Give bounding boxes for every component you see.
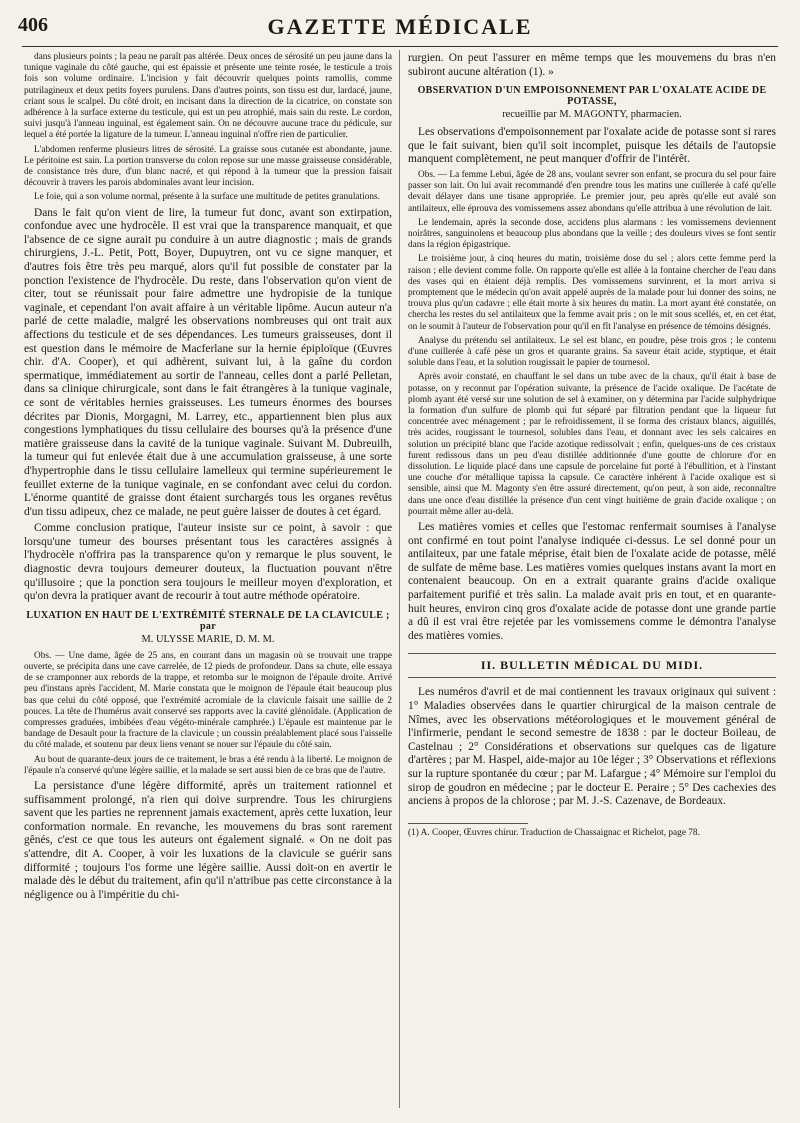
salt-analysis-paragraph: Analyse du prétendu sel antilaiteux. Le sel est blanc, en poudre, pèse trois gros ; le contenu d'une cuillerée à café pèse un gros et quarante grains. Sa saveur était acide, styptique, et était soluble dans l'eau, et la solution rougissait le papier de tournesol. xyxy=(408,335,776,369)
header-rule xyxy=(22,46,778,47)
right-column xyxy=(408,52,776,842)
liver-paragraph: Le foie, qui a son volume normal, présente à la surface une multitude de petites granulations. xyxy=(34,192,380,203)
masthead-title: GAZETTE MÉDICALE xyxy=(267,14,533,39)
poisoning-heading: OBSERVATION D'UN EMPOISONNEMENT PAR L'OXALATE ACIDE DE POTASSE, xyxy=(417,85,767,108)
luxation-author: M. ULYSSE MARIE, D. M. M. xyxy=(141,633,275,645)
column-divider xyxy=(399,50,400,1108)
luxation-commentary: La persistance d'une légère difformité, après un traitement rationnel et suffisamment prolongé, n'a rien qui doive surprendre. Tous les chirurgiens savent que les parties ne reprennent jamais exactement, après cette luxation, leur conformation normale. En revanche, les mouvemens du bras sont rarement gênés, c'est ce que tous les auteurs ont également signalé. « On ne doit pas s'attendre, dit A. Cooper, à voir les luxations de la clavicule se guérir sans difformité ; toujours l'os forme une légère saillie. Aussi doit-on en avertir le malade dès le début du traitement, afin qu'il n'attribue pas cette circonstance à la négligence ou à l'impéritie du chi- xyxy=(24,780,392,901)
luxation-observation: Obs. — Une dame, âgée de 25 ans, en courant dans un magasin où se trouvait une trappe ouverte, se précipita dans une cave carrelée, de 12 pieds de profondeur. Dans sa chute, elle essaya de se cramponner aux rebords de la trappe, et retomba sur le moignon de l'épaule droite. Arrivé peu d'instans après l'accident, M. Marie constata que le moignon de l'épaule était beaucoup plus bas que celui du côté opposé, que l'extrémité acromiale de la clavicule faisait une saillie de 2 pouces. La tête de l'humérus avait conservé ses rapports avec la cavité glénoïdale. (Application de compresses graduées, imbibées d'eau végéto-minérale camphrée.) L'épaule est maintenue par le bandage de Desault pour la fracture de la clavicule ; un coussin préalablement placé sous l'aisselle du côté malade, et soutenu par deux liens venant se nouer sur l'épaule du côté sain. xyxy=(24,650,392,751)
luxation-outcome: Au bout de quarante-deux jours de ce traitement, le bras a été rendu à la liberté. Le moignon de l'épaule n'a conservé qu'une légère saillie, et la malade se sert aussi bien de ce bras que de l'autre. xyxy=(24,754,392,776)
bulletin-section-title: II. BULLETIN MÉDICAL DU MIDI. xyxy=(408,653,776,678)
bulletin-paragraph: Les numéros d'avril et de mai contiennent les travaux originaux qui suivent : 1° Maladies observées dans le quartier chirurgical de la maison centrale de Nîmes, avec les observations météorologiques et le mouvement général de l'infirmerie, pendant le second semestre de 1838 : par le docteur Boileau, de Castelnau ; 2° Considérations et observations sur quelques cas de ligature d'artères ; par M. Haspel, aide-major au 10e léger ; 3° Observations et réflexions sur la rupture spontanée du cœur ; par M. Lafargue ; 4° Mémoire sur l'emploi du sirop de goudron en médecine ; par le docteur E. Peraire ; 5° Des cachexies des anciens à propos de la chlorose ; par M. J.-S. Cazenave, de Bordeaux. xyxy=(408,686,776,808)
page-number: 406 xyxy=(18,14,48,36)
conclusion-paragraph: Comme conclusion pratique, l'auteur insiste sur ce point, à savoir : que lorsqu'une tumeur des bourses présentant tous les caractères assignés à l'hydrocèle n'offrira pas la transparence qu'on y remarque le plus souvent, le diagnostic devra toujours demeurer douteux, la fluctuation pouvant n'être qu'illusoire ; que la ponction sera toujours le meilleur moyen d'exploration, et qu'on devra la pratiquer avant de recourir à tout autre méthode opératoire. xyxy=(24,522,392,603)
poisoning-author: recueillie par M. MAGONTY, pharmacien. xyxy=(502,109,682,121)
luxation-heading: LUXATION EN HAUT DE L'EXTRÉMITÉ STERNALE DE LA CLAVICULE ; par xyxy=(26,609,390,632)
third-day-paragraph: Le troisième jour, à cinq heures du matin, troisième dose du sel ; alors cette femme perd la raison ; elle devient comme folle. On rapporte qu'elle est allée à la fontaine chercher de l'eau dans des vases qui en étaient déjà remplis. Des vomissemens survinrent, et la mort arriva si promptement que le médecin qu'on avait appelé auprès de la malade pour lui donner des soins, ne trouva plus qu'un cadavre ; elle était morte à six heures du matin. La mort ayant été constatée, on chercha les restes du sel antilaiteux que la femme avait pris ; on le mit sous scellés, et, en cet état, on le soumit à l'auteur de l'observation pour qu'il en fît l'analyse en présence de témoins désignés. xyxy=(408,254,776,332)
left-column xyxy=(24,52,392,905)
poisoning-observation: Obs. — La femme Lebui, âgée de 28 ans, voulant sevrer son enfant, se procura du sel pour faire passer son lait. On lui avait recommandé d'en prendre tous les matins une cuillerée à café qu'elle devait délayer dans une tisane appropriée. Le premier jour, peu après qu'elle eut avalé son antilaiteux, elle éprouva des vomissemens assez abondans qu'elle attribua à une révolution de lait. xyxy=(408,169,776,214)
poisoning-intro: Les observations d'empoisonnement par l'oxalate acide de potasse sont si rares que le fait suivant, bien qu'il soit incomplet, puisque les détails de l'autopsie manquent complètement, ne peut manquer d'offrir de l'intérêt. xyxy=(408,126,776,166)
second-day-paragraph: Le lendemain, après la seconde dose, accidens plus alarmans : les vomissemens deviennent noirâtres, sanguinolens et beaucoup plus abondans que la veille ; des douleurs vives se font sentir dans la région épigastrique. xyxy=(408,217,776,251)
discussion-paragraph: Dans le fait qu'on vient de lire, la tumeur fut donc, avant son extirpation, confondue avec une hydrocèle. Il est vrai que la transparence manquait, et que l'absence de ce signe aurait pu conduire à un autre diagnostic ; mais de grands chirurgiens, J.-L. Petit, Pott, Boyer, Dupuytren, ont vu ce signe manquer, et d'autres fois être très peu marqué, alors qu'il fut possible de constater par la ponction l'existence de l'hydrocèle. Du reste, dans l'observation qu'on vient de citer, tout se réunissait pour faire admettre une hydropisie de la tunique vaginale, et cependant l'on avait affaire à un véritable lipôme. Aucun auteur n'a parlé de cette maladie, malgré les observations nombreuses qui ont trait aux affections du testicule et de ses dépendances. Les tumeurs graisseuses, dont il est question dans le mémoire de Macferlane sur la hernie épiploïque (Œuvres chir. d'A. Cooper), et qui adhèrent, suivant lui, à la gaîne du cordon spermatique, immédiatement au sortir de l'anneau, celles dont a parlé Pelletan, dans sa clinique chirurgicale, sont dans le fait étrangères à la tunique vaginale, ce sont de véritables hernies graisseuses. Les tumeurs énormes des bourses décrites par Dionis, Morgagni, M. Larrey, etc., appartiennent bien plus aux congestions lymphatiques du tissu cellulaire des bourses qu'à la présence d'une matière graisseuse dans la cavité de la tunique vaginale. Suivant M. Dubreuilh, la tumeur qui fut enlevée était due à une accumulation graisseuse, à une sorte d'hypertrophie dans le tissu cellulaire lamelleux qui termine supérieurement le feuillet externe de la tunique vaginale, en se confondant avec celui du cordon. L'énorme quantité de graisse dont étaient surchargés tous les organes revêtus d'un tissu adipeux, chez ce malade, ne peut guère laisser de doutes à cet égard. xyxy=(24,206,392,518)
abdomen-paragraph: L'abdomen renferme plusieurs litres de sérosité. La graisse sous cutanée est abondante, jaune. Le péritoine est sain. La portion transverse du colon repose sur une masse graisseuse considérable, de consistance très dure, d'un blanc nacré, et qui répond à la tumeur que la pression faisait découvrir à travers les parois abdominales avant leur incision. xyxy=(24,144,392,189)
footnote: (1) A. Cooper, Œuvres chirur. Traduction de Chassaignac et Richelot, page 78. xyxy=(408,827,700,838)
vomit-analysis-paragraph: Les matières vomies et celles que l'estomac renfermait soumises à l'analyse ont confirmé en tout point l'analyse indiquée ci-dessus. Le sel donné pour un antilaiteux, par une fatale méprise, était bien de l'oxalate acide de potasse, mêlé de sulfate de même base. Les matières vomies quelques instans avant la mort en contenaient beaucoup. On en a extrait quarante grains d'acide oxalique parfaitement purifié et très salin. La malade avait pris en tout, et en quarante-huit heures, environ cinq gros d'oxalate acide de potasse dont une grande partie a dû il est vrai être rejetée par les vomissemens comme le démontra l'analyse des matières vomies. xyxy=(408,521,776,642)
chemical-test-paragraph: Après avoir constaté, en chauffant le sel dans un tube avec de la chaux, qu'il était à base de potasse, on y reconnut par l'opération suivante, la présence de l'acide oxalique. De l'acétate de plomb ayant été versé sur une solution de sel à examiner, on y détermina par l'acide sulphydrique la formation d'un sulfure de plomb qui fut séparé par filtration pendant que la liqueur fut concentrée avec ménagement ; par le refroidissement, il se forma des cristaux blancs, aiguillés, très acides, rougissant le tournesol, solubles dans l'eau, et donnant avec les sels calcaires en solution un précipité blanc que l'acide azotique redissolvait ; enfin, quelques-uns de ces cristaux furent redissous dans un peu d'eau distillée additionnée d'une goutte de chlorure d'or en dissolution. Le liquide placé dans une capsule de porcelaine fut porté à l'ébullition, et à l'instant une couche d'or métallique tapissa la capsule. Ce caractère inhérent à l'acide oxalique est si sensible, ainsi que M. Magonty s'en être assuré directement, qu'on peut, à son aide, reconnaître dans une once d'eau distillée la présence d'un cent vingt huitième de grain d'acide oxalique ; on pourrait même aller au-delà. xyxy=(408,372,776,517)
footnote-rule xyxy=(408,823,528,824)
continuation-paragraph: rurgien. On peut l'assurer en même temps que les mouvemens du bras n'en subiront aucune altération (1). » xyxy=(408,52,776,78)
autopsy-paragraph: dans plusieurs points ; la peau ne paraît pas altérée. Deux onces de sérosité un peu jaune dans la tunique vaginale du côté gauche, qui est épaissie et présente une teinte rosée, le testicule a trois fois son volume ordinaire. L'incision y fait découvrir quelques points ramollis, comme putrilagineux et deux petits foyers purulens. Dans d'autres points, son tissu est dur, lardacé, jaune, criant sous le scalpel. Du côté droit, en incisant dans la direction de la cicatrice, on constate son adhérence à la surface externe du testicule, qui est un peu atrophié, mais sain du reste. Le cordon, suivi jusqu'à l'anneau inguinal, est également sain. On ne découvre aucune trace du pédicule, sur lequel a été portée la ligature de la tumeur. L'anneau inguinal n'offre rien de particulier. xyxy=(24,52,392,141)
